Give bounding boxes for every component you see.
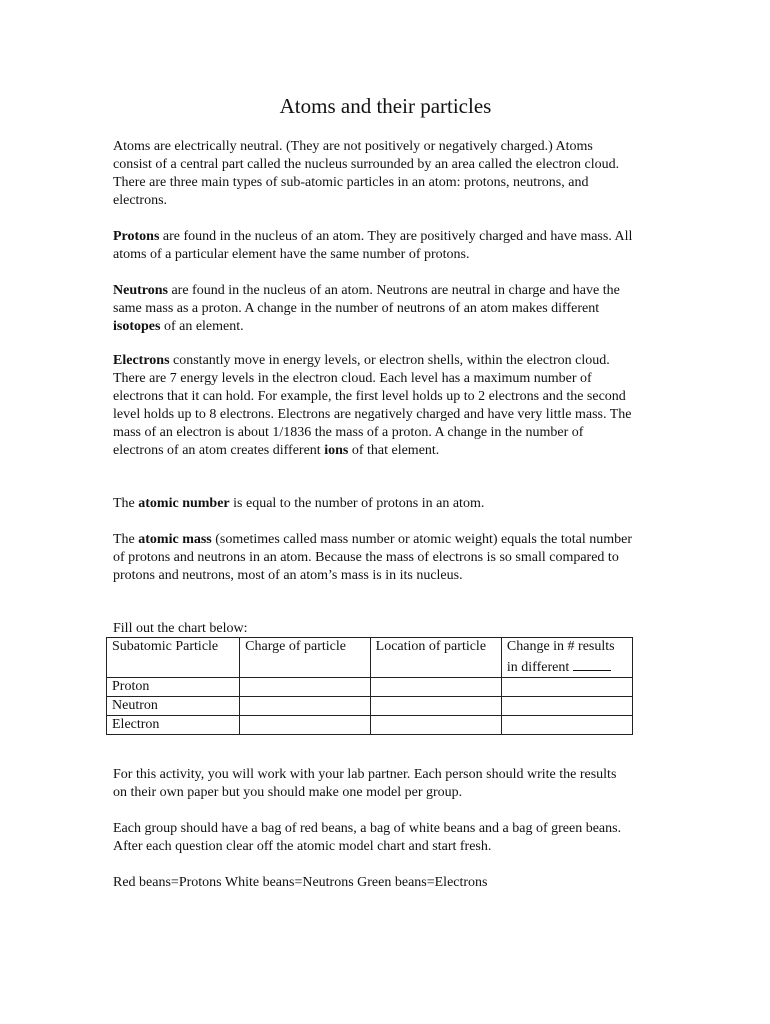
table-row [107, 697, 633, 716]
cell-proton-change[interactable] [501, 678, 632, 697]
particle-chart [106, 637, 633, 735]
ions-term: ions [324, 443, 349, 458]
atomic-mass-pre: The [113, 532, 139, 547]
chart-instruction: Fill out the chart below: [113, 621, 248, 636]
intro-paragraph: Atoms are electrically neutral. (They are not positively or negatively charged.) Atoms consist of a central part called the nucleus surrounded by an area called the electron cloud. There are three main types of sub-atomic particles in an atom: protons, neutrons, and electrons. [113, 139, 620, 208]
header-location: Location of particle [370, 638, 501, 678]
electrons-text: constantly move in energy levels, or electron shells, within the electron cloud. There are 7 energy levels in the electron cloud. Each level has a maximum number of electrons that it can hold. For example, the first level holds up to 2 electrons and the second level holds up to 8 electrons. Electrons are negatively charged and have very little mass. The mass of an electron is about 1/1836 the mass of a proton. A change in the number of electrons of an atom creates different [113, 353, 632, 458]
cell-electron-location[interactable] [370, 716, 501, 735]
neutrons-paragraph [113, 282, 633, 336]
cell-proton-location[interactable] [370, 678, 501, 697]
protons-text: are found in the nucleus of an atom. They are positively charged and have mass. All atoms of a particular element have the same number of protons. [113, 229, 633, 262]
neutrons-text-end: of an element. [160, 319, 244, 334]
header-subatomic-particle: Subatomic Particle [107, 638, 240, 678]
protons-term: Protons [113, 229, 160, 244]
cell-electron-change[interactable] [501, 716, 632, 735]
group-paragraph: Each group should have a bag of red beans, a bag of white beans and a bag of green beans. After each question clear off the atomic model chart and start fresh. [113, 821, 622, 854]
isotopes-term: isotopes [113, 319, 161, 334]
atomic-number-text: is equal to the number of protons in an atom. [229, 496, 485, 511]
row-label-proton: Proton [107, 678, 240, 697]
row-label-electron: Electron [107, 716, 240, 735]
header-charge: Charge of particle [240, 638, 370, 678]
atomic-number-paragraph [113, 495, 633, 513]
cell-neutron-change[interactable] [501, 697, 632, 716]
cell-neutron-charge[interactable] [240, 697, 370, 716]
cell-proton-charge[interactable] [240, 678, 370, 697]
atomic-mass-term: atomic mass [138, 532, 212, 547]
atomic-number-term: atomic number [138, 496, 230, 511]
header-change-text: Change in # results in different [506, 639, 615, 675]
table-header-row [107, 638, 633, 678]
electrons-paragraph [113, 352, 633, 460]
atomic-number-pre: The [113, 496, 139, 511]
row-label-neutron: Neutron [107, 697, 240, 716]
table-row [107, 678, 633, 697]
atomic-mass-paragraph [113, 531, 633, 585]
header-change [501, 638, 632, 678]
neutrons-text: are found in the nucleus of an atom. Neutrons are neutral in charge and have the same mass as a proton. A change in the number of neutrons of an atom makes different [113, 283, 620, 316]
electrons-text-end: of that element. [348, 443, 440, 458]
bean-legend: Red beans=Protons White beans=Neutrons Green beans=Electrons [113, 875, 488, 890]
table-row [107, 716, 633, 735]
particle-table [106, 637, 633, 735]
protons-paragraph [113, 228, 633, 264]
electrons-term: Electrons [113, 353, 170, 368]
cell-neutron-location[interactable] [370, 697, 501, 716]
atomic-mass-text: (sometimes called mass number or atomic weight) equals the total number of protons and neutrons in an atom. Because the mass of electrons is so small compared to protons and neutrons, most of an atom’s mass is in its nucleus. [113, 532, 633, 583]
cell-electron-charge[interactable] [240, 716, 370, 735]
header-blank-line [573, 656, 611, 671]
page-title: Atoms and their particles [279, 94, 492, 118]
activity-paragraph: For this activity, you will work with your lab partner. Each person should write the results on their own paper but you should make one model per group. [113, 767, 617, 800]
neutrons-term: Neutrons [113, 283, 168, 298]
